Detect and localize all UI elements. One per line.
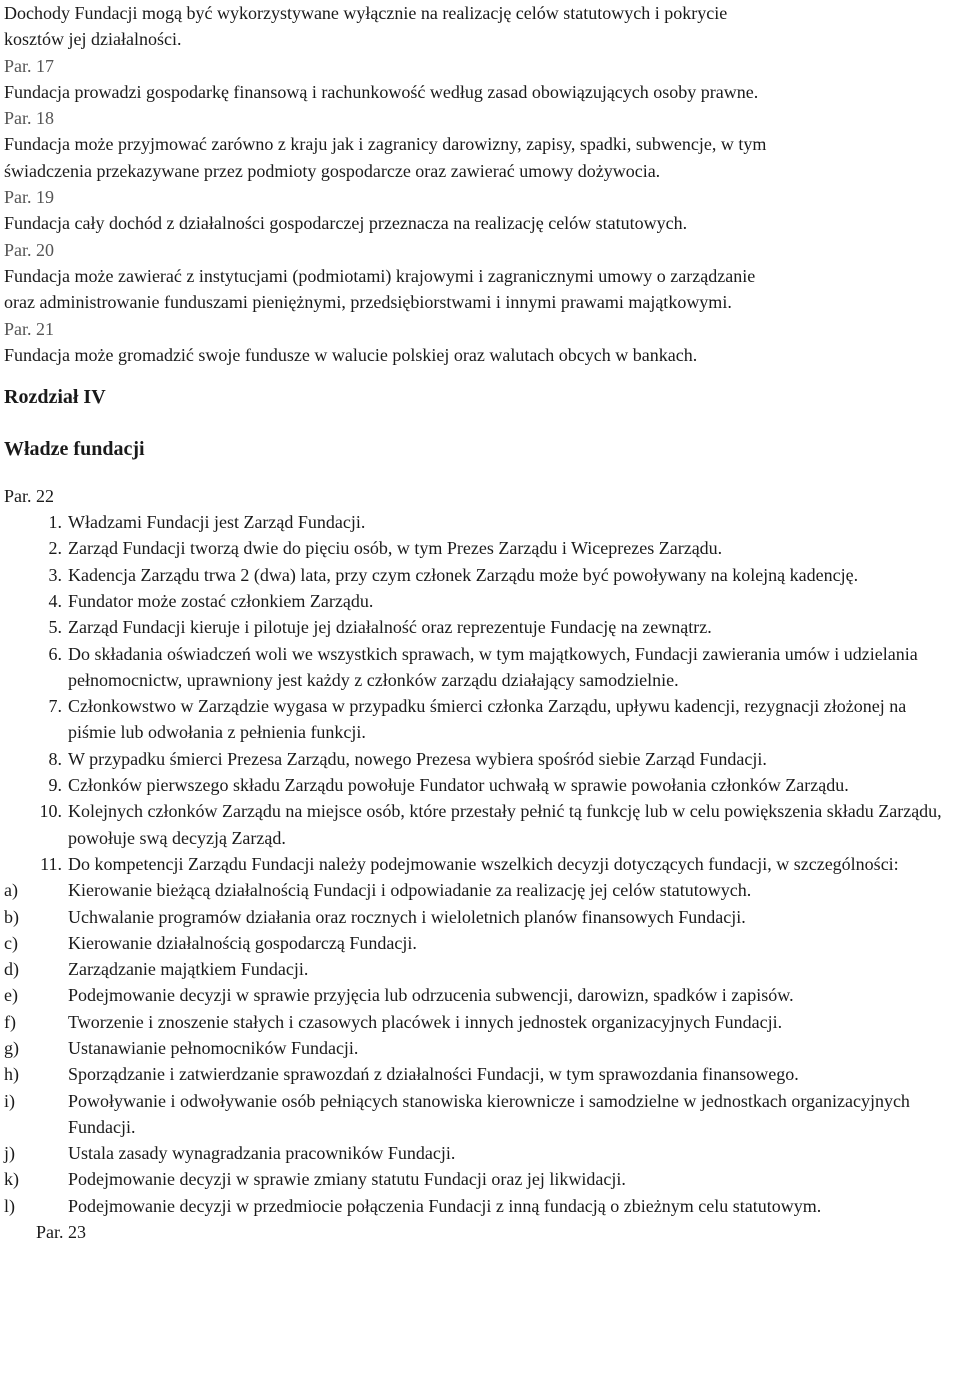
item-number: 9. xyxy=(48,775,62,796)
list-item xyxy=(4,982,956,1008)
list-item xyxy=(4,1009,956,1035)
item-number: 1. xyxy=(48,512,62,533)
item-text: Zarządzanie majątkiem Fundacji. xyxy=(68,959,309,980)
par-17-label: Par. 17 xyxy=(4,55,55,76)
item-number: 2. xyxy=(48,538,62,559)
list-item xyxy=(4,1166,956,1192)
item-number: 11. xyxy=(40,853,62,874)
item-number: 6. xyxy=(48,643,62,664)
item-number: 3. xyxy=(48,564,62,585)
par-18-line-1: Fundacja może przyjmować zarówno z kraju jak i zagranicy darowizny, zapisy, spadki, subwencje, w tym xyxy=(4,134,767,155)
item-letter: d) xyxy=(4,959,19,980)
list-item xyxy=(4,693,956,746)
item-text: Podejmowanie decyzji w sprawie przyjęcia lub odrzucenia subwencji, darowizn, spadków i zapisów. xyxy=(68,985,794,1006)
par-22-lettered-list xyxy=(4,877,956,1219)
item-text: Podejmowanie decyzji w sprawie zmiany statutu Fundacji oraz jej likwidacji. xyxy=(68,1169,626,1190)
item-number: 10. xyxy=(39,801,62,822)
item-text: Członkowstwo w Zarządzie wygasa w przypadku śmierci członka Zarządu, upływu kadencji, rezygnacji złożonej na piśmie lub odwołania z pełnienia funkcji. xyxy=(68,696,907,743)
list-item xyxy=(4,1035,956,1061)
list-item xyxy=(4,641,956,694)
item-text: W przypadku śmierci Prezesa Zarządu, nowego Prezesa wybiera spośród siebie Zarząd Fundacji. xyxy=(68,748,767,769)
par-21-label: Par. 21 xyxy=(4,318,55,339)
list-item xyxy=(4,509,956,535)
par-20-line-1: Fundacja może zawierać z instytucjami (podmiotami) krajowymi i zagranicznymi umowy o zarządzanie xyxy=(4,265,756,286)
par-21-text: Fundacja może gromadzić swoje fundusze w walucie polskiej oraz walutach obcych w bankach. xyxy=(4,344,698,365)
list-item xyxy=(4,772,956,798)
item-letter: b) xyxy=(4,906,19,927)
item-letter: i) xyxy=(4,1090,15,1111)
list-item xyxy=(4,1193,956,1219)
item-text: Podejmowanie decyzji w przedmiocie połączenia Fundacji z inną fundacją o zbieżnym celu statutowym. xyxy=(68,1195,822,1216)
item-text: Sporządzanie i zatwierdzanie sprawozdań z działalności Fundacji, w tym sprawozdania finansowego. xyxy=(68,1064,799,1085)
item-text: Zarząd Fundacji tworzą dwie do pięciu osób, w tym Prezes Zarządu i Wiceprezes Zarządu. xyxy=(68,538,723,559)
item-text: Tworzenie i znoszenie stałych i czasowych placówek i innych jednostek organizacyjnych Fundacji. xyxy=(68,1011,783,1032)
list-item xyxy=(4,535,956,561)
item-text: Ustala zasady wynagradzania pracowników Fundacji. xyxy=(68,1143,456,1164)
par-22-label: Par. 22 xyxy=(4,485,55,506)
item-text: Do kompetencji Zarządu Fundacji należy podejmowanie wszelkich decyzji dotyczących fundacji, w szczególności: xyxy=(68,853,899,874)
item-text: Fundator może zostać członkiem Zarządu. xyxy=(68,590,374,611)
list-item xyxy=(4,798,956,851)
list-item xyxy=(4,956,956,982)
list-item xyxy=(4,904,956,930)
par-19-text: Fundacja cały dochód z działalności gospodarczej przeznacza na realizację celów statutowych. xyxy=(4,213,688,234)
item-text: Kadencja Zarządu trwa 2 (dwa) lata, przy czym członek Zarządu może być powoływany na kolejną kadencję. xyxy=(68,564,859,585)
list-item xyxy=(4,1088,956,1141)
item-letter: a) xyxy=(4,880,18,901)
chapter-title: Rozdział IV xyxy=(4,386,106,409)
item-letter: j) xyxy=(4,1143,15,1164)
list-item xyxy=(4,851,956,877)
par-19-label: Par. 19 xyxy=(4,187,55,208)
par-17-text: Fundacja prowadzi gospodarkę finansową i rachunkowość według zasad obowiązujących osoby prawne. xyxy=(4,81,759,102)
item-number: 7. xyxy=(48,696,62,717)
par-20-label: Par. 20 xyxy=(4,239,55,260)
item-text: Do składania oświadczeń woli we wszystkich sprawach, w tym majątkowych, Fundacji zawierania umów i udzielania pełnomocnictw, uprawniony jest każdy z członków zarządu działający samodzielnie. xyxy=(68,643,918,690)
item-number: 8. xyxy=(48,748,62,769)
list-item xyxy=(4,562,956,588)
list-item xyxy=(4,1061,956,1087)
intro-line-1: Dochody Fundacji mogą być wykorzystywane wyłącznie na realizację celów statutowych i pokrycie xyxy=(4,3,728,23)
list-item xyxy=(4,588,956,614)
chapter-subtitle: Władze fundacji xyxy=(4,438,145,461)
par-22-numbered-list xyxy=(4,509,956,877)
list-item xyxy=(4,877,956,903)
list-item xyxy=(4,614,956,640)
item-number: 5. xyxy=(48,617,62,638)
item-text: Członków pierwszego składu Zarządu powołuje Fundator uchwałą w sprawie powołania członków Zarządu. xyxy=(68,775,849,796)
list-item xyxy=(4,930,956,956)
item-letter: g) xyxy=(4,1037,19,1058)
item-text: Ustanawianie pełnomocników Fundacji. xyxy=(68,1037,359,1058)
item-text: Kierowanie działalnością gospodarczą Fundacji. xyxy=(68,932,417,953)
par-23-label: Par. 23 xyxy=(36,1222,87,1243)
item-text: Uchwalanie programów działania oraz rocznych i wieloletnich planów finansowych Fundacji. xyxy=(68,906,746,927)
item-letter: e) xyxy=(4,985,18,1006)
item-letter: f) xyxy=(4,1011,16,1032)
item-text: Kolejnych członków Zarządu na miejsce osób, które przestały pełnić tą funkcję lub w celu powiększenia składu Zarządu, powołuje swą decyzją Zarząd. xyxy=(68,801,942,848)
item-letter: c) xyxy=(4,932,18,953)
list-item xyxy=(4,1140,956,1166)
list-item xyxy=(4,746,956,772)
item-text: Władzami Fundacji jest Zarząd Fundacji. xyxy=(68,512,366,533)
item-text: Kierowanie bieżącą działalnością Fundacji i odpowiadanie za realizację jej celów statutowych. xyxy=(68,880,752,901)
item-text: Zarząd Fundacji kieruje i pilotuje jej działalność oraz reprezentuje Fundację na zewnątrz. xyxy=(68,617,712,638)
par-18-label: Par. 18 xyxy=(4,108,55,129)
intro-line-2: kosztów jej działalności. xyxy=(4,29,182,50)
item-text: Powoływanie i odwoływanie osób pełniących stanowiska kierownicze i samodzielne w jednostkach organizacyjnych Fundacji. xyxy=(68,1090,910,1137)
item-letter: l) xyxy=(4,1195,15,1216)
par-20-line-2: oraz administrowanie funduszami pieniężnymi, przedsiębiorstwami i innymi prawami majątkowymi. xyxy=(4,292,732,313)
item-letter: k) xyxy=(4,1169,19,1190)
par-18-line-2: świadczenia przekazywane przez podmioty gospodarcze oraz zawierać umowy dożywocia. xyxy=(4,160,661,181)
item-letter: h) xyxy=(4,1064,19,1085)
item-number: 4. xyxy=(48,590,62,611)
